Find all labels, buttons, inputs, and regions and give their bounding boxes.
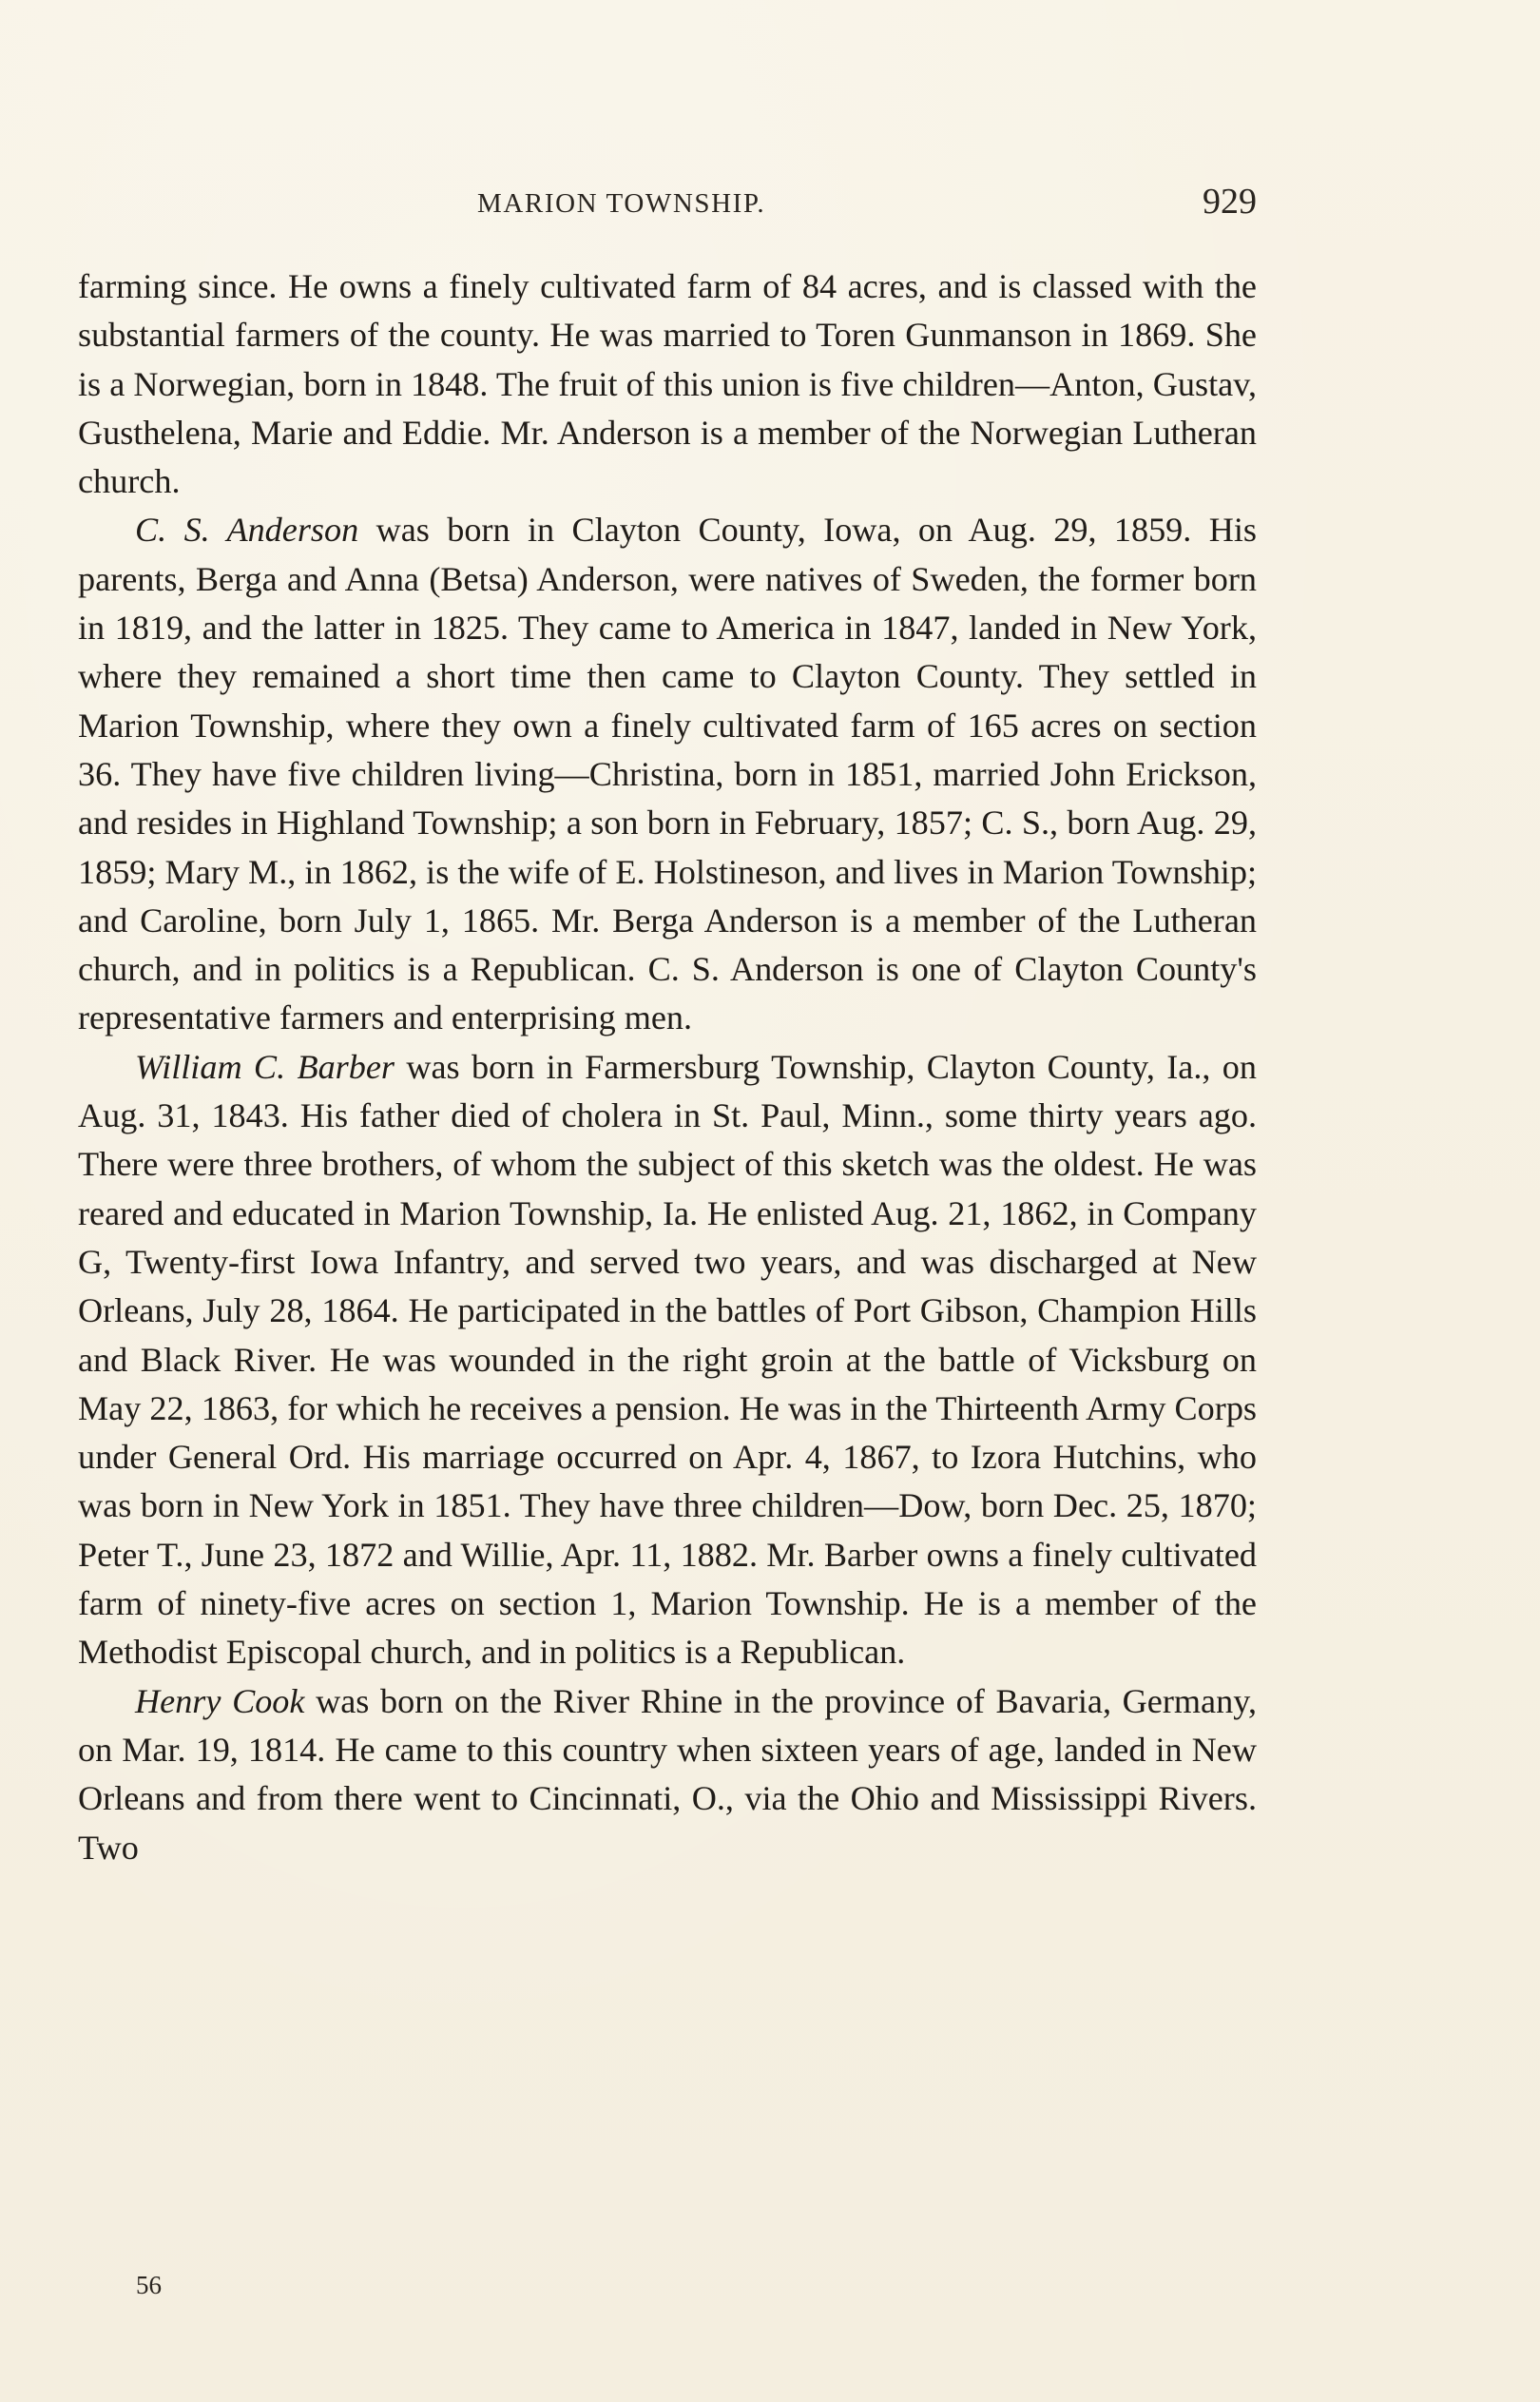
paragraph-text: farming since. He owns a finely cultivated farm of 84 acres, and is classed with the substantial farmers of the county. He was married to Toren Gunmanson in 1869. She is a Norwegian, born in 1848. The fruit of this union is five children—Anton, Gustav, Gusthelena, Marie and Eddie. Mr. Anderson is a member of the Norwegian Lutheran church. [78,267,1257,501]
page-number: 929 [1203,182,1257,222]
running-title: MARION TOWNSHIP. [477,188,766,219]
paragraph-henry-cook [78,1677,1257,1872]
paragraph-william-barber [78,1043,1257,1677]
subject-name: C. S. Anderson [135,511,359,550]
body-text [78,262,1257,1872]
paragraph-text: was born in Farmersburg Township, Clayton County, Ia., on Aug. 31, 1843. His father died of cholera in St. Paul, Minn., some thirty years ago. There were three brothers, of whom the subject of this sketch was the oldest. He was reared and educated in Marion Township, Ia. He enlisted Aug. 21, 1862, in Company G, Twenty-first Iowa Infantry, and served two years, and was discharged at New Orleans, July 28, 1864. He participated in the battles of Port Gibson, Champion Hills and Black River. He was wounded in the right groin at the battle of Vicksburg on May 22, 1863, for which he receives a pension. He was in the Thirteenth Army Corps under General Ord. His marriage occurred on Apr. 4, 1867, to Izora Hutchins, who was born in New York in 1851. They have three children—Dow, born Dec. 25, 1870; Peter T., June 23, 1872 and Willie, Apr. 11, 1882. Mr. Barber owns a finely cultivated farm of ninety-five acres on section 1, Marion Township. He is a member of the Methodist Episcopal church, and in politics is a Republican. [78,1047,1257,1672]
running-head [78,181,1257,228]
subject-name: Henry Cook [135,1681,305,1720]
paragraph-text: was born in Clayton County, Iowa, on Aug. 29, 1859. His parents, Berga and Anna (Betsa) Anderson, were natives of Sweden, the former born in 1819, and the latter in 1825. They came to America in 1847, landed in New York, where they remained a short time then came to Clayton County. They settled in Marion Township, where they own a finely cultivated farm of 165 acres on section 36. They have five children living—Christina, born in 1851, married John Erickson, and resides in Highland Township; a son born in February, 1857; C. S., born Aug. 29, 1859; Mary M., in 1862, is the wife of E. Holstineson, and lives in Marion Township; and Caroline, born July 1, 1865. Mr. Berga Anderson is a member of the Lutheran church, and in politics is a Republican. C. S. Anderson is one of Clayton County's representative farmers and enterprising men. [78,511,1257,1037]
paragraph-anderson-continued [78,262,1257,506]
paragraph-cs-anderson [78,506,1257,1042]
paragraph-text: was born on the River Rhine in the province of Bavaria, Germany, on Mar. 19, 1814. He came to this country when sixteen years of age, landed in New Orleans and from there went to Cincinnati, O., via the Ohio and Mississippi Rivers. Two [78,1681,1257,1867]
subject-name: William C. Barber [135,1047,395,1086]
signature-mark: 56 [136,2271,162,2299]
